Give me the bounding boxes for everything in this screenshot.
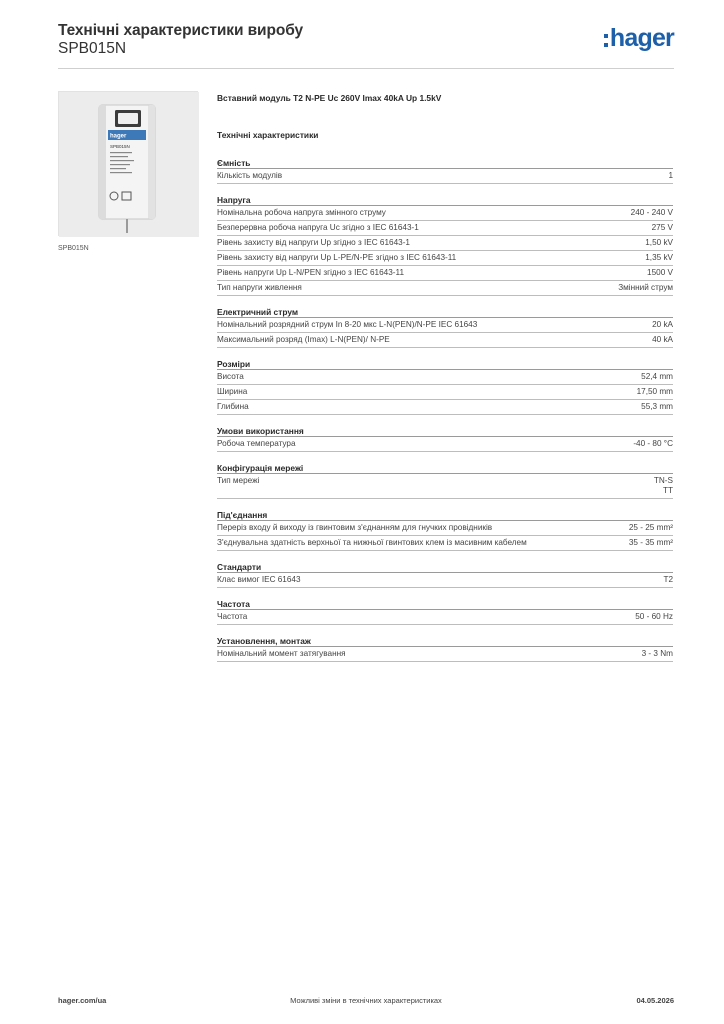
spec-row [217, 536, 673, 551]
spec-value [642, 649, 673, 659]
product-description: Вставний модуль T2 N-PE Uc 260V Imax 40kA Up 1.5kV [217, 93, 442, 103]
spec-row [217, 266, 673, 281]
spec-value [641, 372, 673, 382]
spec-row [217, 370, 673, 385]
spec-row [217, 610, 673, 625]
spec-row [217, 206, 673, 221]
spec-label: Номінальний момент затягування [217, 649, 346, 658]
spec-row [217, 251, 673, 266]
spec-value [663, 575, 673, 585]
page-title: Технічні характеристики виробу [58, 22, 303, 39]
section-title: Частота [217, 598, 673, 610]
spec-row [217, 474, 673, 499]
spec-section [217, 194, 673, 296]
section-title: Стандарти [217, 561, 673, 573]
spec-value [618, 283, 673, 293]
spec-row [217, 221, 673, 236]
label-model: SPB015N [110, 144, 130, 149]
spec-value-line: 20 kA [652, 320, 673, 329]
spec-row [217, 521, 673, 536]
spec-section [217, 635, 673, 662]
spec-row [217, 647, 673, 662]
product-image [58, 91, 198, 236]
page-header [58, 20, 674, 68]
spec-label: Безперервна робоча напруга Uc згідно з IEC 61643-1 [217, 223, 419, 232]
label-brand: hager [110, 133, 127, 140]
spec-row [217, 385, 673, 400]
spec-label: Максимальний розряд (Imax) L-N(PEN)/ N-PE [217, 335, 390, 344]
spec-label: Номінальна робоча напруга змінного струму [217, 208, 386, 217]
spec-value-line: 40 kA [652, 335, 673, 344]
spec-value-line: 1 [668, 171, 673, 180]
spec-value [629, 538, 673, 548]
spec-value [641, 402, 673, 412]
spec-label: Кількість модулів [217, 171, 283, 180]
spec-value-line: 25 - 25 mm² [628, 523, 673, 532]
header-divider [58, 68, 674, 69]
spec-value-line: 17,50 mm [636, 387, 673, 396]
tech-specs-heading: Технічні характеристики [217, 130, 319, 140]
spec-value-line: 1,35 kV [645, 253, 673, 262]
spec-label: Робоча температура [217, 439, 296, 448]
spec-label: Клас вимог IEC 61643 [217, 575, 301, 584]
spec-value [645, 238, 673, 248]
spec-value-line: 50 - 60 Hz [635, 612, 673, 621]
spec-label: Глибина [217, 402, 249, 411]
section-title: Під'єднання [217, 509, 673, 521]
section-title: Умови використання [217, 425, 673, 437]
section-title: Електричний струм [217, 306, 673, 318]
spec-label: Переріз входу й виходу із гвинтовим з'єднанням для гнучких провідників [217, 523, 493, 532]
section-title: Установлення, монтаж [217, 635, 673, 647]
section-title: Напруга [217, 194, 673, 206]
spec-section [217, 561, 673, 588]
spec-section [217, 598, 673, 625]
spec-section [217, 157, 673, 184]
spec-section [217, 462, 673, 499]
spec-label: Висота [217, 372, 244, 381]
spec-value-line: 1500 V [647, 268, 673, 277]
logo-text: hager [609, 23, 674, 52]
spec-label: Тип напруги живлення [217, 283, 302, 292]
spec-value-line: -40 - 80 °C [633, 439, 673, 448]
spec-value [652, 223, 673, 233]
surge-module-illustration [59, 92, 199, 237]
page-footer [58, 996, 674, 1010]
product-image-caption: SPB015N [58, 245, 89, 252]
section-title: Конфігурація мережі [217, 462, 673, 474]
spec-value-line: 52,4 mm [641, 372, 673, 381]
spec-section [217, 425, 673, 452]
spec-value-line: 1,50 kV [645, 238, 673, 247]
spec-row [217, 437, 673, 452]
spec-row [217, 573, 673, 588]
spec-row [217, 400, 673, 415]
spec-value [637, 387, 673, 397]
footer-note: Можливі зміни в технічних характеристиках [290, 996, 442, 1005]
spec-row [217, 236, 673, 251]
product-code: SPB015N [58, 40, 127, 57]
spec-value-line: 240 - 240 V [630, 208, 673, 217]
section-title: Розміри [217, 358, 673, 370]
spec-value [645, 253, 673, 263]
spec-value-line: 35 - 35 mm² [628, 538, 673, 547]
spec-value [633, 439, 673, 449]
spec-value [668, 171, 673, 181]
spec-row [217, 318, 673, 333]
footer-website: hager.com/ua [58, 996, 107, 1005]
spec-section [217, 306, 673, 348]
spec-label: Рівень захисту від напруги Up L-PE/N-PE згідно з IEC 61643-11 [217, 253, 457, 262]
spec-value [647, 268, 673, 278]
hager-logo [604, 24, 674, 52]
spec-label: Тип мережі [217, 476, 260, 485]
logo-colon-icon [604, 34, 608, 47]
spec-sections [217, 157, 673, 662]
spec-value-line: 275 V [651, 223, 673, 232]
spec-value-line: Змінний струм [618, 283, 673, 292]
spec-value [652, 335, 673, 345]
spec-section [217, 358, 673, 415]
spec-value [652, 320, 673, 330]
spec-value-line: 55,3 mm [641, 402, 673, 411]
spec-value-line: 3 - 3 Nm [641, 649, 673, 658]
spec-content [217, 93, 673, 662]
spec-row [217, 333, 673, 348]
spec-row [217, 169, 673, 184]
section-title: Ємність [217, 157, 673, 169]
spec-label: Рівень захисту від напруги Up згідно з IEC 61643-1 [217, 238, 410, 247]
spec-row [217, 281, 673, 296]
spec-value-line: T2 [663, 575, 673, 584]
spec-value-line: TT [662, 486, 673, 495]
spec-label: З'єднувальна здатність верхньої та нижньої гвинтових клем із масивним кабелем [217, 538, 527, 547]
spec-label: Частота [217, 612, 248, 621]
spec-value [654, 476, 673, 496]
spec-value [635, 612, 673, 622]
spec-section [217, 509, 673, 551]
spec-value-line: TN-S [653, 476, 673, 485]
spec-label: Номінальний розрядний струм In 8-20 мкс L-N(PEN)/N-PE IEC 61643 [217, 320, 478, 329]
footer-date: 04.05.2026 [636, 996, 674, 1005]
spec-value [631, 208, 673, 218]
spec-label: Ширина [217, 387, 248, 396]
spec-label: Рівень напруги Up L-N/PEN згідно з IEC 61643-11 [217, 268, 405, 277]
spec-value [629, 523, 673, 533]
